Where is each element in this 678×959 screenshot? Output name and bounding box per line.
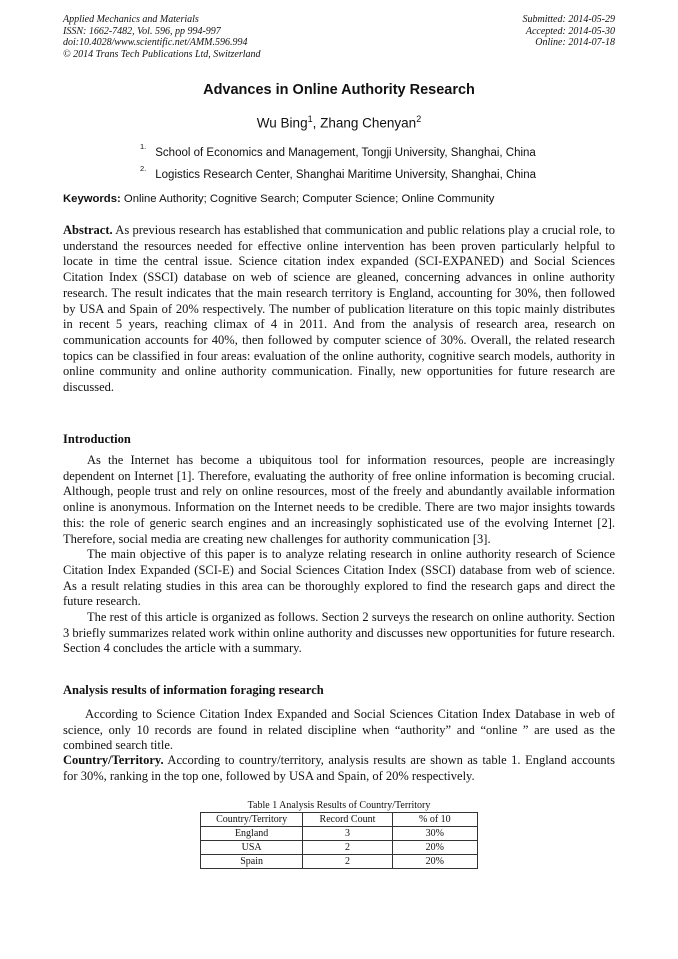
author-line bbox=[0, 114, 678, 131]
dates-header bbox=[523, 14, 616, 49]
abstract bbox=[63, 223, 615, 396]
country-territory-text: According to country/territory, analysis results are shown as table 1. England accounts for 30%, ranking in the top one, followed by USA and Spain, of 20% respectively. bbox=[63, 753, 615, 783]
table-cell: 3 bbox=[303, 827, 392, 841]
country-territory-paragraph bbox=[63, 753, 615, 784]
table-cell: 2 bbox=[303, 855, 392, 869]
table-cell: 20% bbox=[392, 855, 477, 869]
introduction-paragraph-1: As the Internet has become a ubiquitous tool for information resources, people are increasingly dependent on Internet [1]. Therefore, evaluating the authority of free online information is becoming crucial. Although, people trust and rely on online resources, most of the freely and abundantly available information online is anonymous. Information on the Internet needs to be credible. There are two major insights towards this: the role of generic search engines and an increasingly sophisticated use of the evolving Internet [2]. Therefore, social media are creating new challenges for authority communication [3]. bbox=[63, 453, 615, 546]
table-header-cell: Record Count bbox=[303, 813, 392, 827]
submitted-date: Submitted: 2014-05-29 bbox=[522, 14, 615, 25]
author-separator: , bbox=[312, 115, 321, 131]
table-row bbox=[201, 841, 478, 855]
affiliation-1-number: 1. bbox=[140, 142, 147, 151]
table-cell: 2 bbox=[303, 841, 392, 855]
affiliation-2 bbox=[140, 166, 536, 181]
paper-title: Advances in Online Authority Research bbox=[203, 82, 475, 98]
affiliation-1 bbox=[140, 144, 536, 159]
accepted-date: Accepted: 2014-05-30 bbox=[525, 25, 615, 37]
keywords-text: Online Authority; Cognitive Search; Computer Science; Online Community bbox=[120, 193, 495, 205]
copyright-line: © 2014 Trans Tech Publications Ltd, Switzerland bbox=[63, 48, 261, 60]
table-header-cell: % of 10 bbox=[392, 813, 477, 827]
table-cell: Spain bbox=[201, 855, 303, 869]
table-cell: England bbox=[201, 827, 303, 841]
author-1-affiliation-mark: 1 bbox=[307, 114, 313, 124]
journal-header bbox=[63, 14, 261, 60]
author-1: Wu Bing bbox=[256, 115, 308, 131]
table-row bbox=[201, 827, 478, 841]
abstract-text: As previous research has established that communication and public relations play a crucial role, to understand the resources needed for effective online intervention has been proven particularly helpful to locate in time the central issue. Science citation index expanded (SCI-EXPANED) and Social Sciences Citation Index (SSCI) database on web of science are gleaned, concerning advances in online authority research. The result indicates that the main research territory is England, accounting for 30%, then followed by USA and Spain of 20% respectively. The number of publication literature on this topic mainly distributes in recent 5 years, reaching climax of 4 in 2011. And from the analysis of research area, research on communication accounts for 40%, then followed by computer science of 30%. Overall, the related research topics can be classified in four areas: evaluation of the online authority, cognitive search models, authority in online community and online authority communication. Finally, new opportunities for future research are discussed. bbox=[63, 223, 615, 395]
country-territory-label: Country/Territory. bbox=[63, 753, 164, 767]
table-1-caption: Table 1 Analysis Results of Country/Territory bbox=[247, 800, 431, 811]
table-header-row bbox=[201, 813, 478, 827]
introduction-paragraph-2: The main objective of this paper is to analyze relating research in online authority research of Science Citation Index Expanded (SCI-E) and Social Sciences Citation Index (SSCI) database from web of science. As a result relating studies in this area can be thoroughly explored to find the research gaps and direct the future research. bbox=[63, 547, 615, 609]
affiliation-1-text: School of Economics and Management, Tongji University, Shanghai, China bbox=[155, 146, 536, 159]
analysis-paragraph-1: According to Science Citation Index Expanded and Social Sciences Citation Index Database in web of science, only 10 records are found in related discipline when “authority” and “online ” are used as the combined search title. bbox=[63, 707, 615, 753]
table-row bbox=[201, 855, 478, 869]
introduction-paragraph-3: The rest of this article is organized as follows. Section 2 surveys the research on online authority. Section 3 briefly summarizes related work within online authority and discusses new opportunities for future research. Section 4 concludes the article with a summary. bbox=[63, 610, 615, 656]
keywords-label: Keywords: bbox=[63, 193, 121, 205]
issn-line: ISSN: 1662-7482, Vol. 596, pp 994-997 bbox=[63, 25, 221, 37]
analysis-heading: Analysis results of information foraging research bbox=[63, 683, 324, 697]
author-2: Zhang Chenyan bbox=[320, 115, 417, 131]
abstract-label: Abstract. bbox=[63, 223, 113, 237]
table-1 bbox=[200, 799, 478, 869]
author-2-affiliation-mark: 2 bbox=[416, 114, 422, 124]
table-cell: USA bbox=[201, 841, 303, 855]
table-cell: 20% bbox=[392, 841, 477, 855]
affiliation-2-text: Logistics Research Center, Shanghai Maritime University, Shanghai, China bbox=[155, 168, 537, 181]
doi-line[interactable]: doi:10.4028/www.scientific.net/AMM.596.994 bbox=[63, 37, 248, 48]
introduction-heading: Introduction bbox=[63, 432, 131, 446]
analysis-body bbox=[63, 707, 615, 754]
affiliation-2-number: 2. bbox=[140, 164, 147, 173]
table-header-cell: Country/Territory bbox=[201, 813, 303, 827]
introduction-body bbox=[63, 453, 615, 657]
keywords bbox=[63, 193, 615, 205]
table-cell: 30% bbox=[392, 827, 477, 841]
online-date: Online: 2014-07-18 bbox=[535, 37, 615, 48]
table-1-grid bbox=[200, 812, 478, 869]
journal-name: Applied Mechanics and Materials bbox=[63, 14, 199, 25]
